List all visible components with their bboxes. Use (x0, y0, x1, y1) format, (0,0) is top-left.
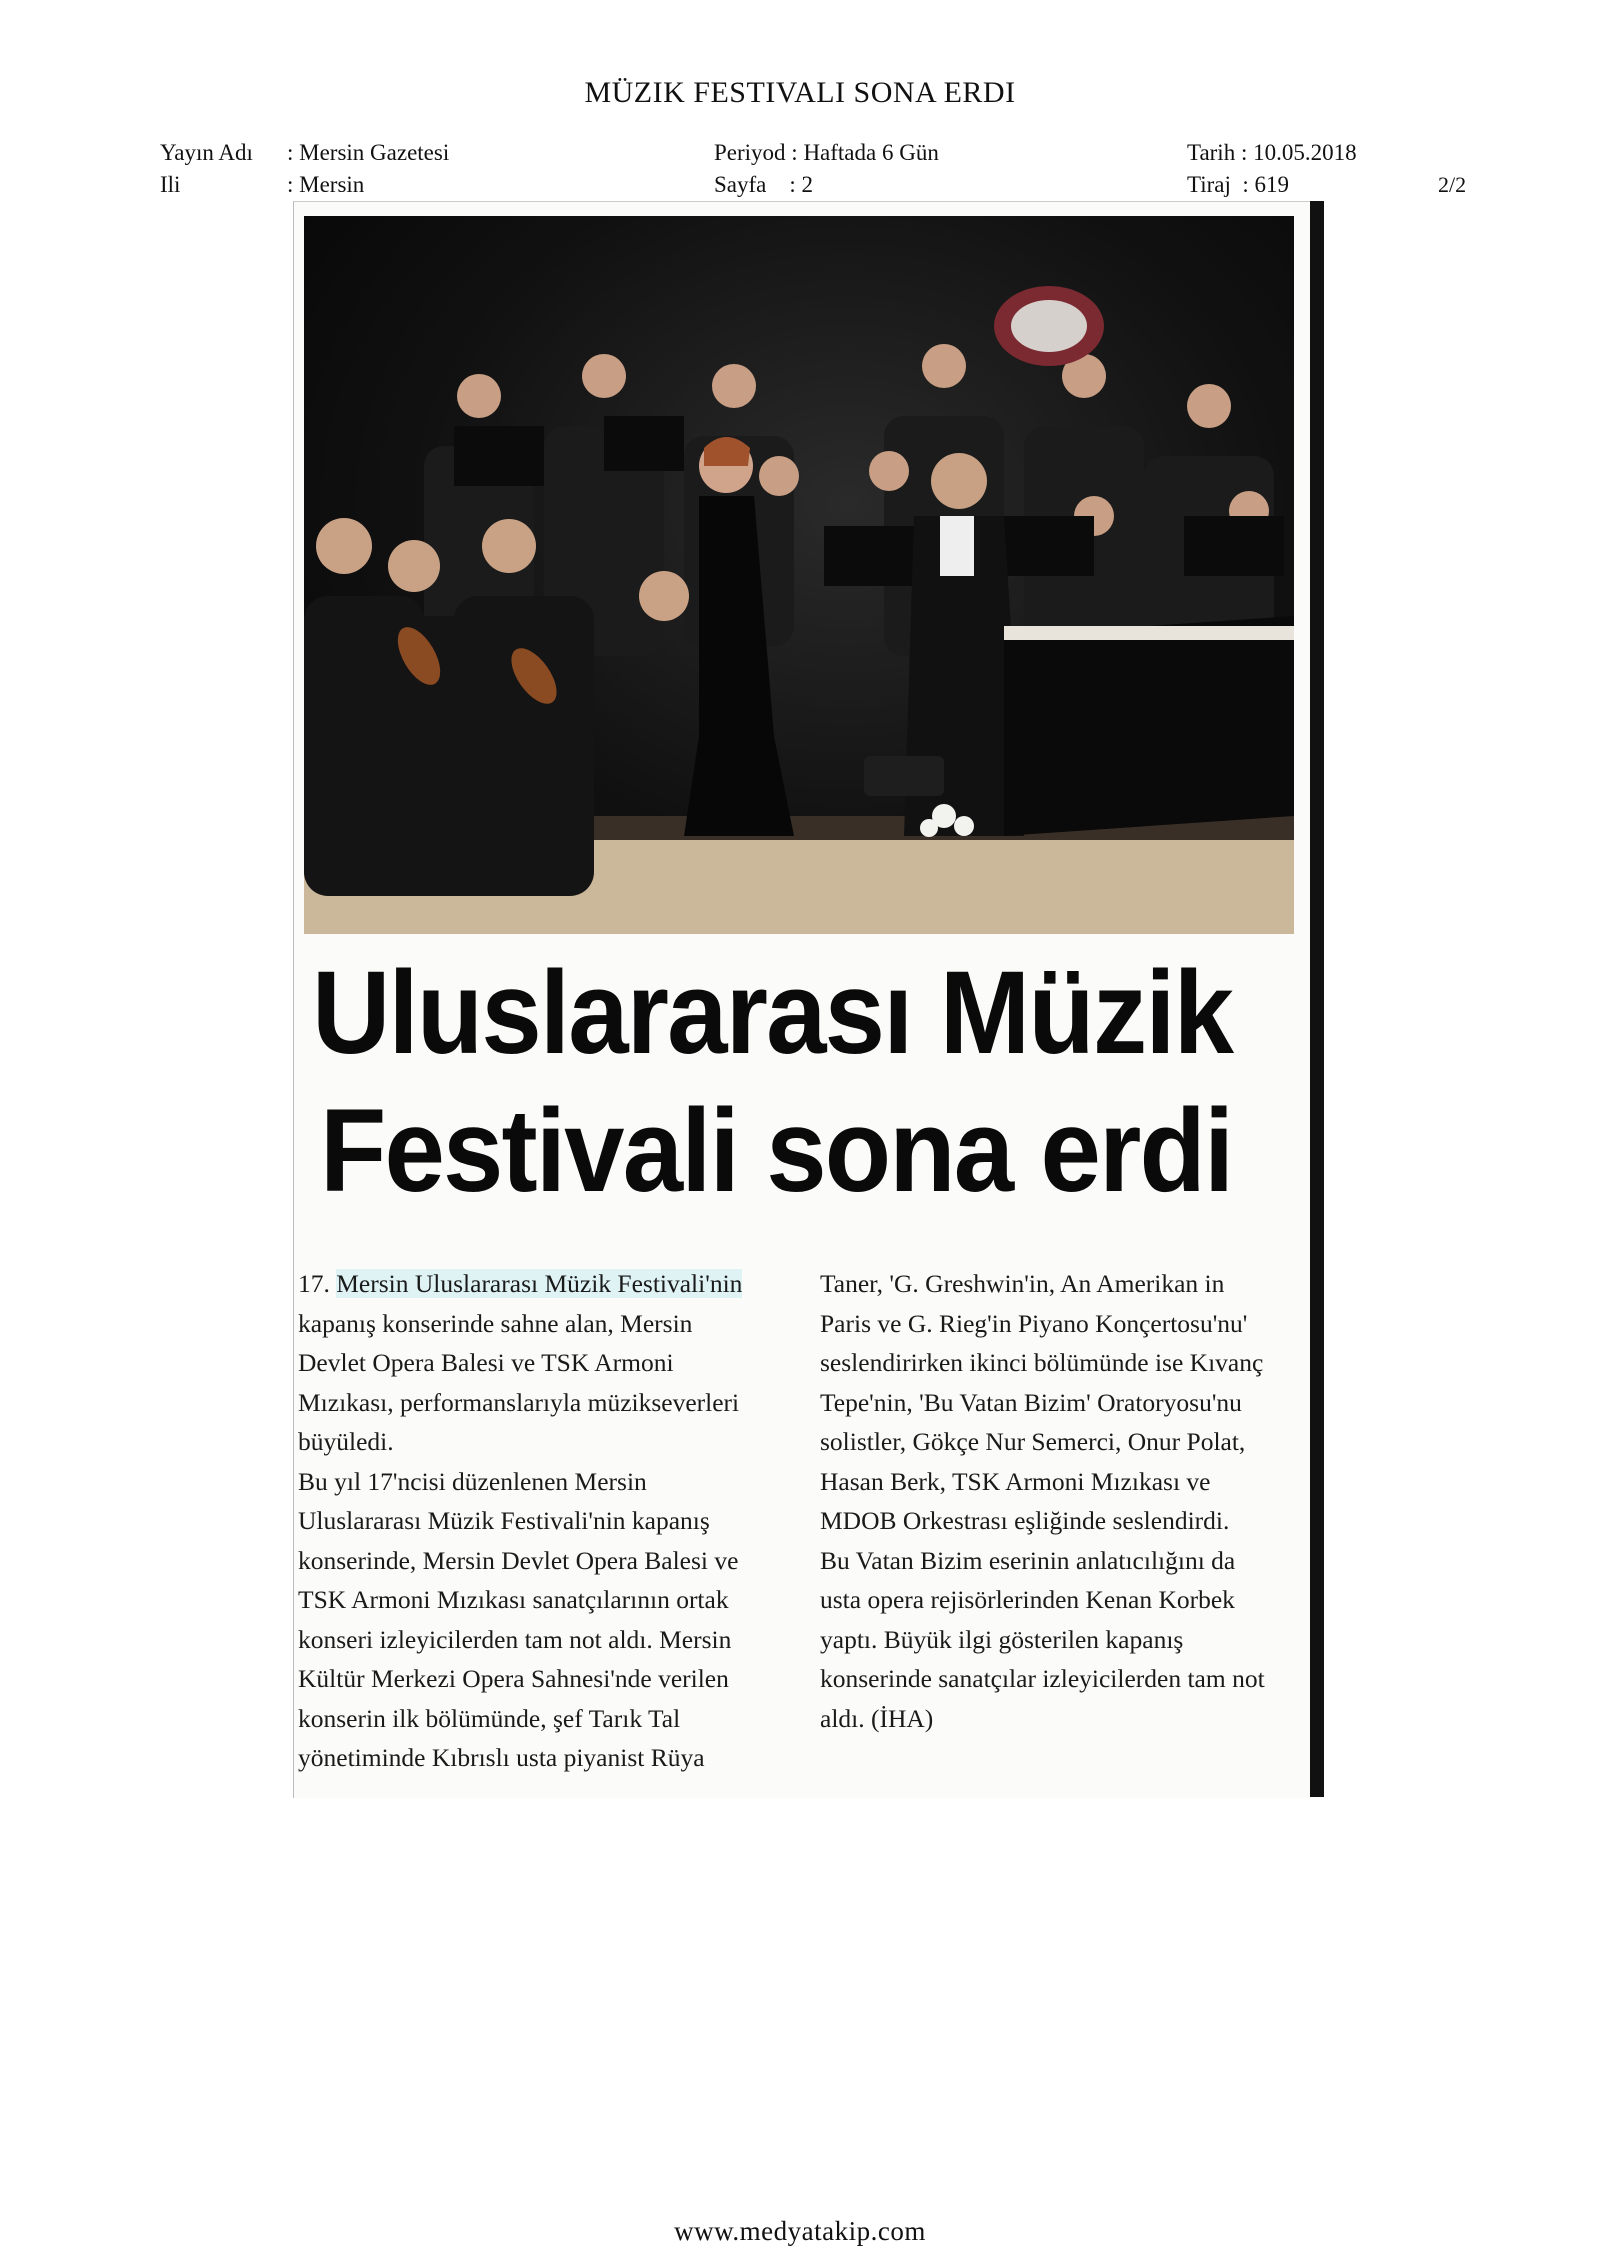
article-line: yönetiminde Kıbrıslı usta piyanist Rüya (298, 1743, 705, 1772)
article-line: konserin ilk bölümünde, şef Tarık Tal (298, 1703, 681, 1733)
article-line: MDOB Orkestrası eşliğinde seslendirdi. (820, 1506, 1230, 1535)
clipping-edge-shadow (1310, 201, 1324, 1797)
article-line: Tepe'nin, 'Bu Vatan Bizim' Oratoryosu'nu (820, 1387, 1242, 1417)
city-value: : Mersin (287, 172, 365, 197)
publication-label: Yayın Adı (160, 140, 253, 165)
concert-photo (304, 216, 1294, 934)
article-line: Kültür Merkezi Opera Sahnesi'nde verilen (298, 1664, 729, 1693)
newspaper-clipping (293, 201, 1324, 1798)
article-line: Bu Vatan Bizim eserinin anlatıcılığını da (820, 1545, 1236, 1575)
article-line: konserinde sanatçılar izleyicilerden tam not (820, 1664, 1265, 1693)
article-line: seslendirirken ikinci bölümünde ise Kıvanç (820, 1348, 1264, 1377)
article-column-2 (820, 1264, 1310, 1738)
article-line: Bu yıl 17'ncisi düzenlenen Mersin (298, 1466, 647, 1496)
footer-url: www.medyatakip.com (674, 2216, 926, 2246)
page-title: MÜZIK FESTIVALI SONA ERDI (584, 76, 1016, 109)
publication-name-row (160, 140, 449, 166)
article-line: aldı. (İHA) (820, 1703, 934, 1733)
article-line: Mızıkası, performanslarıyla müzikseverleri (298, 1387, 740, 1417)
lead-highlight: Mersin Uluslararası Müzik Festivali'nin (336, 1269, 743, 1298)
article-line: TSK Armoni Mızıkası sanatçılarının ortak (298, 1585, 729, 1614)
article-line: Devlet Opera Balesi ve TSK Armoni (298, 1348, 674, 1377)
city-label: Ili (160, 172, 181, 197)
article-line: Uluslararası Müzik Festivali'nin kapanış (298, 1506, 710, 1535)
article-line: usta opera rejisörlerinden Kenan Korbek (820, 1585, 1235, 1614)
page-count: 2/2 (1438, 172, 1467, 197)
headline-line2: Festivali sona erdi (320, 1085, 1233, 1217)
article-line: Hasan Berk, TSK Armoni Mızıkası ve (820, 1466, 1211, 1496)
city-row (160, 172, 364, 198)
article-line: konseri izleyicilerden tam not aldı. Mersin (298, 1624, 732, 1654)
lead-number: 17. (298, 1269, 337, 1298)
article-line: büyüledi. (298, 1427, 394, 1456)
date-field: Tarih : 10.05.2018 (1187, 140, 1357, 165)
article-line: kapanış konserinde sahne alan, Mersin (298, 1308, 693, 1338)
article-line: solistler, Gökçe Nur Semerci, Onur Polat, (820, 1427, 1246, 1456)
publication-value: : Mersin Gazetesi (287, 140, 450, 165)
orchestra-illustration (304, 216, 1294, 934)
circulation-field: Tiraj : 619 (1187, 172, 1290, 197)
article-line: Paris ve G. Rieg'in Piyano Konçertosu'nu' (820, 1308, 1248, 1338)
page-field: Sayfa : 2 (714, 172, 814, 197)
article-line: yaptı. Büyük ilgi gösterilen kapanış (820, 1624, 1184, 1654)
article-column-1 (298, 1264, 768, 1778)
period-field: Periyod : Haftada 6 Gün (714, 140, 939, 165)
headline-line1: Uluslararası Müzik (312, 947, 1233, 1079)
article-line: Taner, 'G. Greshwin'in, An Amerikan in (820, 1269, 1225, 1298)
article-line (298, 1264, 768, 1304)
article-line: konserinde, Mersin Devlet Opera Balesi ve (298, 1545, 739, 1575)
